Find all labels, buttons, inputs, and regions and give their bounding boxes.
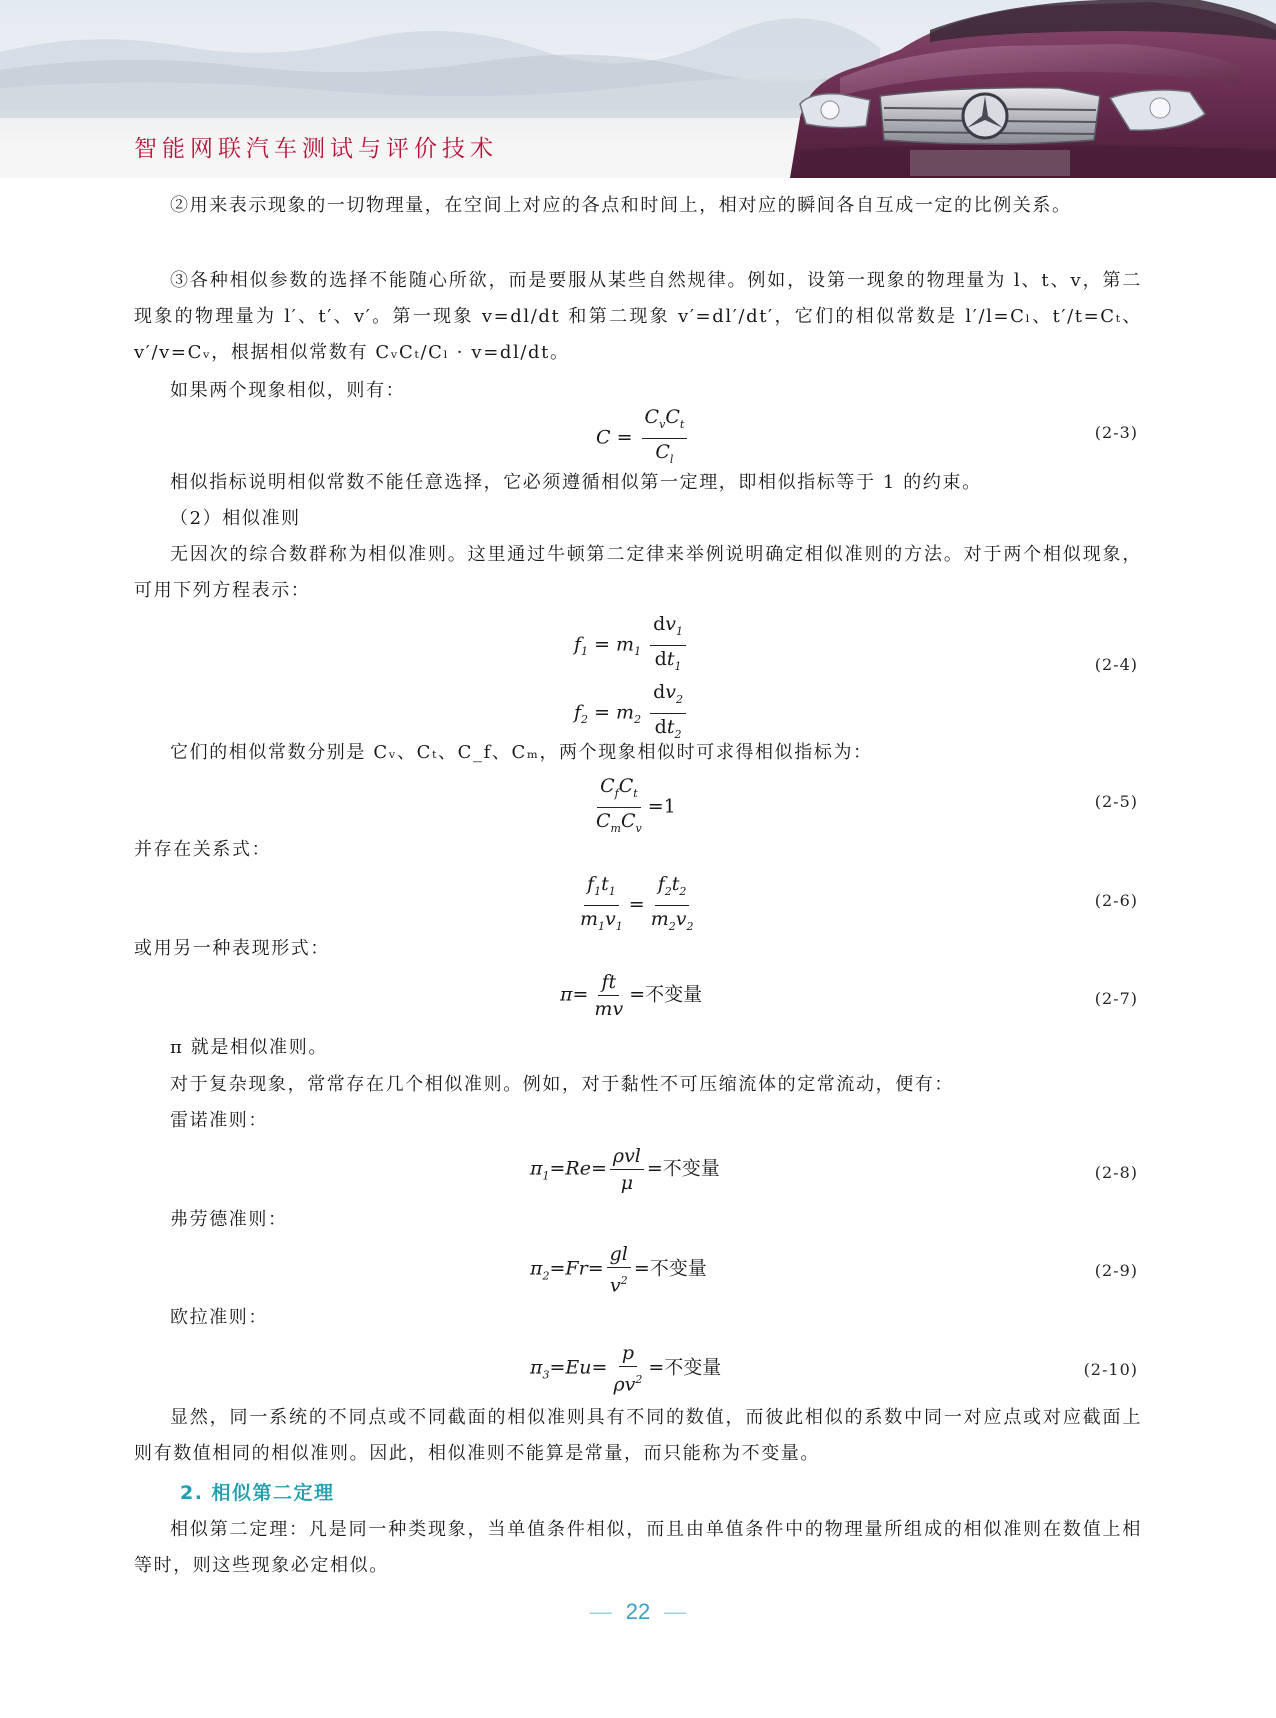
paragraph: 雷诺准则： [170,1110,268,1131]
paragraph: 如果两个现象相似，则有： [170,380,406,401]
equation-number: (2-7) [1094,989,1138,1008]
equation-number: (2-5) [1094,792,1138,811]
section-heading: 2. 相似第二定理 [180,1482,335,1504]
equation-number: (2-9) [1094,1261,1138,1280]
paragraph: 对于复杂现象，常常存在几个相似准则。例如，对于黏性不可压缩流体的定常流动，便有： [170,1074,954,1095]
paragraph: ③各种相似参数的选择不能随心所欲，而是要服从某些自然规律。例如，设第一现象的物理量为 l、t、v，第二现象的物理量为 l′、t′、v′。第一现象 v=dl/dt 和第二现象 v′=dl′/dt′，它们的相似常数是 l′/l=Cₗ、t′/t=Cₜ、v′/v=Cᵥ，根据相似常数有 CᵥCₜ/Cₗ · v=dl/dt。 [134,270,1142,363]
paragraph: 或用另一种表现形式： [134,938,330,959]
header-banner [0,0,1276,178]
subsection-heading: （2）相似准则 [170,508,301,529]
equation-number: (2-4) [1094,655,1138,674]
equation-2-8: $\pi_1=Re=$ $\frac{\text{ρvl}}{\mu}$ =不变量 [530,1145,720,1194]
paragraph: 显然，同一系统的不同点或不同截面的相似准则具有不同的数值，而彼此相似的系数中同一对应点或对应截面上则有数值相同的相似准则。因此，相似准则不能算是常量，而只能称为不变量。 [134,1407,1142,1464]
paragraph: 无因次的综合数群称为相似准则。这里通过牛顿第二定律来举例说明确定相似准则的方法。对于两个相似现象，可用下列方程表示： [134,544,1142,601]
page-number [0,1599,1276,1625]
equation-number: (2-3) [1094,423,1138,442]
paragraph: 并存在关系式： [134,839,272,860]
equation-2-7: π= $\frac{ft}{mv}$ =不变量 [560,971,703,1020]
equation-number: (2-10) [1083,1360,1138,1379]
running-header-title: 智能网联汽车测试与评价技术 [134,136,498,162]
equation-2-4-line1: $f_1 = m_1$ $\frac{dv_1}{dt_1}$ [574,612,689,679]
paragraph: ②用来表示现象的一切物理量，在空间上对应的各点和时间上，相对应的瞬间各自互成一定的比例关系。 [170,195,1072,216]
equation-2-5: $\frac{C_fC_t}{C_mC_v}$ =1 [596,775,676,835]
equation-number: (2-6) [1094,891,1138,910]
equation-2-4-line2: $f_2 = m_2$ $\frac{dv_2}{dt_2}$ [574,680,689,747]
paragraph: 弗劳德准则： [170,1209,288,1230]
paragraph: 它们的相似常数分别是 Cᵥ、Cₜ、C_f、Cₘ，两个现象相似时可求得相似指标为： [170,742,873,763]
decorative-dash: — [664,1599,687,1624]
paragraph: 相似指标说明相似常数不能任意选择，它必须遵循相似第一定理，即相似指标等于 1 的约束。 [170,472,982,493]
equation-2-9: $\pi_2=Fr=$ $\frac{gl}{v^2}$ =不变量 [530,1243,707,1297]
equation-2-10: $\pi_3=Eu=$ $\frac{p}{\rho v^2}$ =不变量 [530,1342,722,1396]
decorative-dash: — [589,1599,612,1624]
equation-number: (2-8) [1094,1163,1138,1182]
equation-2-6: $\frac{f_1t_1}{m_1v_1}$ = $\frac{f_2t_2}{m_2v_2}$ [580,873,694,933]
paragraph: 欧拉准则： [170,1307,268,1328]
equation-2-3: C = $\frac{C_vC_t}{C_l}$ [596,405,690,472]
paragraph: 相似第二定理：凡是同一种类现象，当单值条件相似，而且由单值条件中的物理量所组成的相似准则在数值上相等时，则这些现象必定相似。 [134,1519,1142,1576]
page-number-value: 22 [625,1599,651,1624]
paragraph: π 就是相似准则。 [170,1037,328,1058]
